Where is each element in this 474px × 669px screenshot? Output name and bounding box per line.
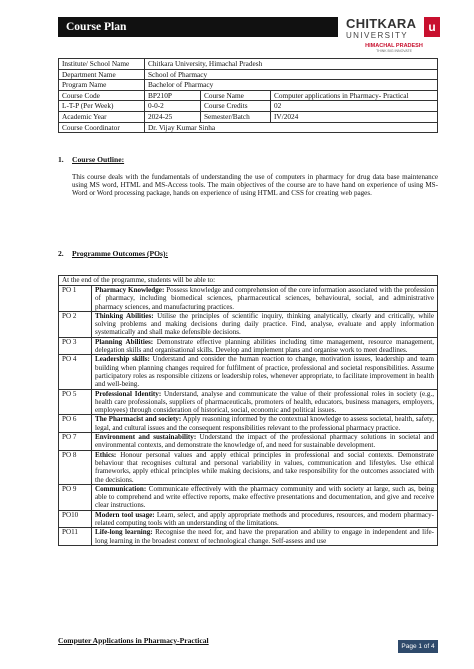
table-row [59,122,438,133]
po-code: PO 6 [59,415,92,433]
po-code: PO 8 [59,450,92,484]
po-title: Pharmacy Knowledge: [95,286,165,294]
info-label: Institute/ School Name [59,59,145,70]
table-row [59,337,438,355]
logo-tagline: THINK BIG INNOVATE [376,49,412,53]
table-row [59,450,438,484]
po-code: PO10 [59,510,92,528]
logo-location: HIMACHAL PRADESH [365,43,423,49]
info-value: Computer applications in Pharmacy- Practical [271,90,438,101]
logo-mark-icon: u [424,17,440,37]
info-label: Department Name [59,69,145,80]
info-label: Course Code [59,90,145,101]
po-title: Planning Abilities: [95,337,154,346]
course-plan-title: Course Plan [58,17,338,37]
table-row [59,528,438,546]
po-description [92,433,438,451]
info-value: 02 [271,101,438,112]
po-title: Modern tool usage: [95,510,155,519]
po-text: Understand and consider the human reaction to change, motivation issues, leadership and team building when planning changes required for fulfilment of practice, professional and societal responsibilities. Assume participatory roles as responsible citizens or leadership roles, whenever appropriate, to facilitate improvement in health and well-being. [95,355,434,389]
po-title: Ethics: [95,450,117,459]
po-description [92,355,438,389]
info-value: Chitkara University, Himachal Pradesh [145,59,438,70]
po-description [92,311,438,337]
logo-sub: UNIVERSITY [346,31,409,40]
po-title: Thinking Abilities: [95,311,154,320]
university-logo [346,14,438,54]
po-code: PO 4 [59,355,92,389]
info-value: BP210P [145,90,201,101]
info-value: Dr. Vijay Kumar Sinha [145,122,438,133]
footer-course-name: Computer Applications in Pharmacy-Practical [58,636,209,645]
section-heading-pos [58,249,168,258]
table-row [59,355,438,389]
po-text: Recognise the need for, and have the preparation and ability to engage in independent and life-long learning in the broadest context of technological change. Self-assess and use [95,528,434,545]
po-description [92,450,438,484]
info-label: L-T-P (Per Week) [59,101,145,112]
info-value: Bachelor of Pharmacy [145,80,438,91]
po-description [92,415,438,433]
po-code: PO 5 [59,389,92,415]
table-row [59,311,438,337]
section-number: 2. [58,249,64,258]
table-row [59,101,438,112]
course-info-table [58,58,438,133]
programme-outcomes-table [58,275,438,546]
table-row [59,389,438,415]
po-title: Professional Identity: [95,389,162,398]
table-row [59,111,438,122]
info-label: Course Name [201,90,271,101]
po-text: Understand the impact of the professional pharmacy solutions in societal and environmental contexts, and demonstrate the knowledge of, and need for sustainable development. [95,433,434,450]
section-title: Course Outline: [72,155,125,164]
section-number: 1. [58,155,64,164]
po-title: Leadership skills: [95,355,150,364]
info-value: 2024-25 [145,111,201,122]
info-value: IV/2024 [271,111,438,122]
po-text: Apply reasoning informed by the contextual knowledge to assess societal, health, safety, legal, and cultural issues and the consequent responsibilities relevant to the professional pharmacy practice. [95,415,434,432]
po-description [92,484,438,510]
po-text: Honour personal values and apply ethical principles in professional and social contexts. Demonstrate behaviour that recognises cultural and personal variability in values, communication and lifestyles. Use ethical frameworks, apply ethical principles while making decisions, and take responsibility for the outcomes associated with the decisions. [95,450,434,484]
po-description [92,389,438,415]
info-label: Academic Year [59,111,145,122]
info-label: Semester/Batch [201,111,271,122]
po-title: The Pharmacist and society: [95,415,182,424]
po-code: PO11 [59,528,92,546]
table-row [59,510,438,528]
po-title: Environment and sustainability: [95,433,197,442]
po-description [92,337,438,355]
table-row [59,415,438,433]
po-description [92,528,438,546]
po-text: Learn, select, and apply appropriate methods and procedures, resources, and modern pharmacy-related computing tools with an understanding of the limitations. [95,510,434,528]
info-label: Course Credits [201,101,271,112]
po-code: PO 1 [59,286,92,312]
section-title: Programme Outcomes (POs): [72,249,169,258]
table-row [59,69,438,80]
info-label: Program Name [59,80,145,91]
table-row [59,80,438,91]
table-row [59,59,438,70]
info-value: School of Pharmacy [145,69,438,80]
po-text: Demonstrate effective planning abilities including time management, resource management, delegation skills and organisational skills. Develop and implement plans and organise work to meet deadlines. [95,337,434,355]
logo-name: CHITKARA [346,16,417,31]
info-label: Course Coordinator [59,122,145,133]
po-code: PO 2 [59,311,92,337]
po-description [92,510,438,528]
course-outline-text: This course deals with the fundamentals of understanding the use of computers in pharmacy for drug data base maintenance using MS word, HTML and MS-Access tools. The main objectives of the course are to have hand on experience of using MS-Word or Word processing package, hands on experience of using HTML and CSS for creating web pages. [72,173,438,198]
po-text: Utilise the principles of scientific inquiry, thinking analytically, clearly and critically, while solving problems and making decisions during daily practice. Find, analyse, evaluate and apply information systematically and shall make defensible decisions. [95,311,435,337]
info-value: 0-0-2 [145,101,201,112]
po-intro: At the end of the programme, students will be able to: [59,276,438,286]
table-row [59,286,438,312]
po-code: PO 7 [59,433,92,451]
table-row [59,484,438,510]
po-code: PO 9 [59,484,92,510]
po-title: Communication: [95,484,147,493]
section-heading-outline [58,155,124,164]
po-title: Life-long learning: [95,528,153,537]
table-row [59,276,438,286]
po-text: Understand, analyse and communicate the value of their professional roles in society (e.g., health care professionals, suppliers of pharmaceuticals, promoters of health, educators, business managers, employers, employees) through consideration of historical, social, economic and political issues. [95,389,434,415]
po-text: Communicate effectively with the pharmacy community and with society at large, such as, being able to comprehend and write effective reports, make effective presentations and documentation, and give and receive clear instructions. [95,484,434,510]
po-text: Possess knowledge and comprehension of the core information associated with the profession of pharmacy, including biomedical sciences, pharmaceutical sciences, behavioural, social, and administrative pharmacy sciences, and manufacturing practices. [95,286,434,311]
page-number-badge: Page 1 of 4 [398,640,438,653]
po-code: PO 3 [59,337,92,355]
table-row [59,90,438,101]
po-description [92,286,438,312]
table-row [59,433,438,451]
